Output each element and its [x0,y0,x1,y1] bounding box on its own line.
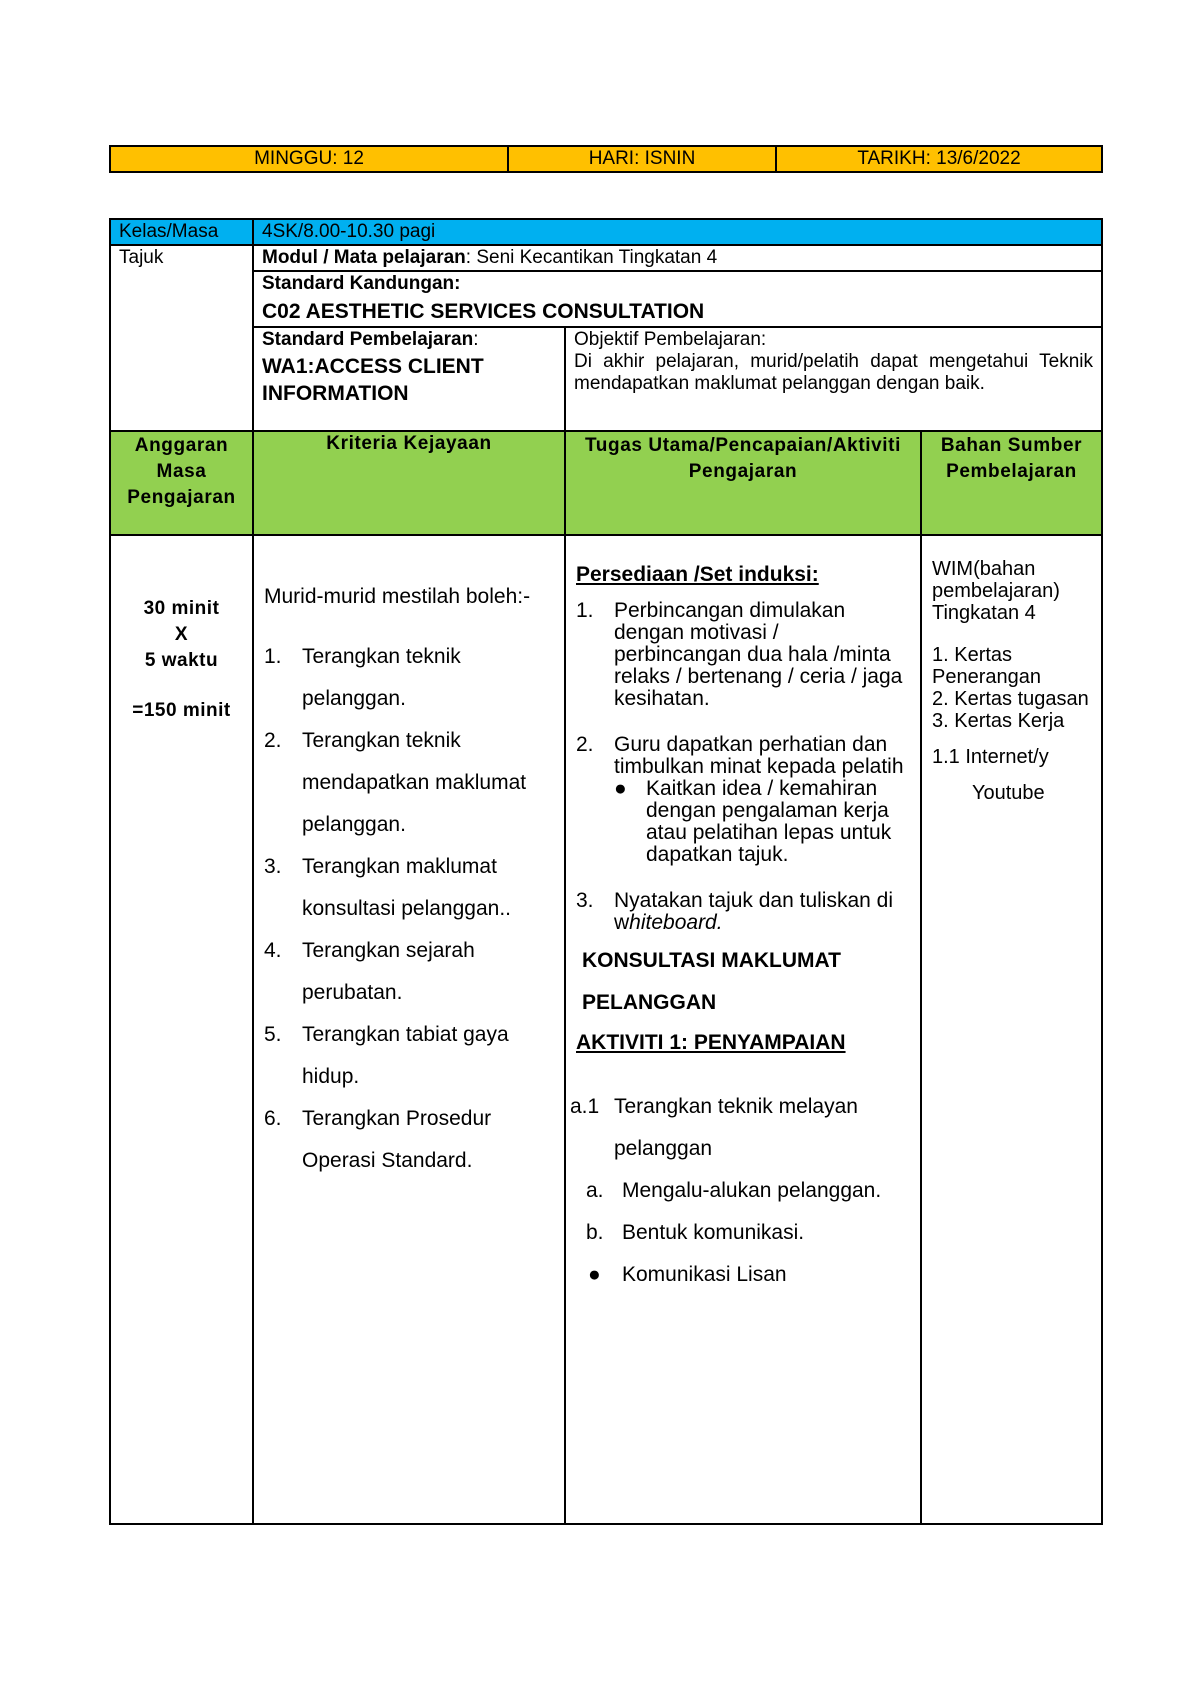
kriteria-cell [253,535,565,1524]
objektif-label: Objektif Pembelajaran: [574,329,767,350]
list-item: 6. Terangkan Prosedur Operasi Standard. [264,1107,492,1172]
tajuk-title: KONSULTASI MAKLUMAT PELANGGAN [582,949,841,1014]
list-item: 3. Terangkan maklumat konsultasi pelanggan.. [264,855,511,920]
bullet-item: ● Kaitkan idea / kemahiran dengan pengalaman kerja atau pelatihan lepas untuk dapatkan tajuk. [614,777,892,866]
list-item: 1. Terangkan teknik pelanggan. [264,645,461,710]
aktiviti-heading: AKTIVITI 1: PENYAMPAIAN [576,1031,846,1054]
kriteria-intro: Murid-murid mestilah boleh:- [264,585,531,608]
objektif-pembelajaran [565,327,1102,431]
minggu-cell: MINGGU: 12 [110,146,508,172]
sp-label: Standard Pembelajaran [262,329,474,350]
kriteria-list [264,636,554,1182]
sp-value: WA1:ACCESS CLIENT INFORMATION [262,355,484,405]
hari-cell: HARI: ISNIN [508,146,776,172]
modul-value: : Seni Kecantikan Tingkatan 4 [465,247,718,268]
kelas-label: Kelas/Masa [110,219,253,245]
list-item: 3. Nyatakan tajuk dan tuliskan di whiteboard. [576,889,893,934]
col-header-bahan: Bahan Sumber Pembelajaran [921,431,1102,535]
list-item: 2. Terangkan teknik mendapatkan maklumat pelanggan. [264,729,527,836]
objektif-value: Di akhir pelajaran, murid/pelatih dapat mengetahui Teknik mendapatkan maklumat pelanggan dengan baik. [574,351,1093,394]
list-item: 5. Terangkan tabiat gaya hidup. [264,1023,509,1088]
modul-label: Modul / Mata pelajaran [262,247,466,268]
list-item: b. Bentuk komunikasi. [586,1221,805,1244]
bullet-item: ● Komunikasi Lisan [576,1254,910,1296]
tugas-cell [565,535,921,1524]
masa-cell: 30 minit X 5 waktu =150 minit [110,535,253,1524]
modul-row [253,245,1102,271]
col-header-tugas: Tugas Utama/Pencapaian/Aktiviti Pengajaran [565,431,921,535]
col-header-masa: Anggaran Masa Pengajaran [110,431,253,535]
standard-kandungan [253,271,1102,327]
lesson-plan-table [109,218,1103,1525]
list-item: a. Mengalu-alukan pelanggan. [586,1179,882,1202]
header-bar [109,145,1103,173]
set-induksi-heading: Persediaan /Set induksi: [576,563,819,586]
sk-value: C02 AESTHETIC SERVICES CONSULTATION [262,300,705,323]
list-item: 2. Guru dapatkan perhatian dan timbulkan minat kepada pelatih [576,733,904,778]
wim-text: WIM(bahan pembelajaran) Tingkatan 4 [932,558,1060,624]
standard-pembelajaran: Standard Pembelajaran: WA1:ACCESS CLIENT INFORMATION [253,327,565,431]
list-item: a.1 Terangkan teknik melayan pelanggan [570,1095,858,1160]
list-item: 4. Terangkan sejarah perubatan. [264,939,475,1004]
bahan-cell: WIM(bahan pembelajaran) Tingkatan 4 1. Kertas Penerangan 2. Kertas tugasan 3. Kertas Kerja 1.1 Internet/y Youtube [921,535,1102,1524]
tarikh-cell: TARIKH: 13/6/2022 [776,146,1102,172]
col-header-kriteria: Kriteria Kejayaan [253,431,565,535]
kelas-value: 4SK/8.00-10.30 pagi [253,219,1102,245]
sk-label: Standard Kandungan: [262,273,461,294]
tajuk-label: Tajuk [110,245,253,431]
bullet-icon: ● [588,1263,601,1286]
list-item: 1. Perbincangan dimulakan dengan motivasi / perbincangan dua hala /minta relaks / bertenang / ceria / jaga kesihatan. [576,599,903,710]
bullet-icon: ● [614,777,627,800]
